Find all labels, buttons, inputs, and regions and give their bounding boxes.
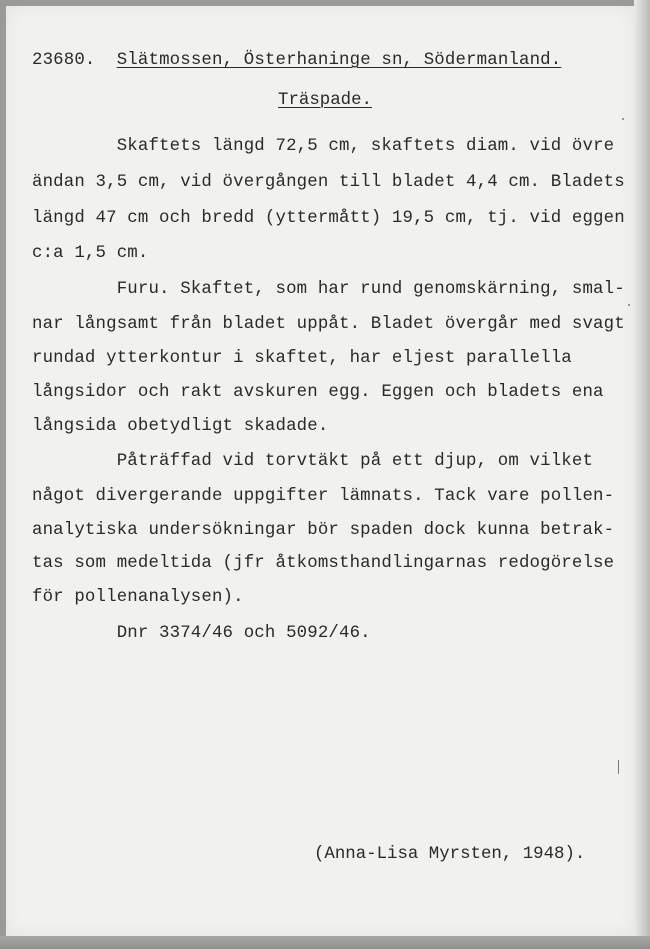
card-edge-bottom: [0, 936, 650, 949]
text-line: Påträffad vid torvtäkt på ett djup, om vilket: [32, 452, 594, 471]
text-line: Skaftets längd 72,5 cm, skaftets diam. vid övre: [32, 137, 615, 156]
paper-speck: [622, 118, 624, 120]
paper-crease: [618, 760, 619, 774]
paper-speck: [628, 304, 630, 306]
text-line: för pollenanalysen).: [32, 588, 244, 607]
text-line: långsidor och rakt avskuren egg. Eggen och bladets ena: [32, 383, 604, 402]
text-line: längd 47 cm och bredd (yttermått) 19,5 cm, tj. vid eggen: [32, 209, 625, 228]
text-line: något divergerande uppgifter lämnats. Tack vare pollen-: [32, 487, 615, 506]
text-line: Furu. Skaftet, som har rund genomskärning, smal-: [32, 280, 625, 299]
text-line: nar långsamt från bladet uppåt. Bladet övergår med svagt: [32, 315, 625, 334]
text-line: långsida obetydligt skadade.: [32, 417, 329, 436]
text-line: ändan 3,5 cm, vid övergången till bladet 4,4 cm. Bladets: [32, 173, 625, 192]
find-location: Slätmossen, Österhaninge sn, Södermanland.: [116, 51, 562, 70]
catalog-number: 23680.: [32, 51, 96, 70]
card-header-line: [32, 50, 561, 72]
author-signature: (Anna-Lisa Myrsten, 1948).: [314, 845, 586, 864]
object-title: Träspade.: [278, 91, 372, 110]
text-line: rundad ytterkontur i skaftet, har eljest parallella: [32, 349, 572, 368]
text-line: c:a 1,5 cm.: [32, 244, 149, 263]
text-line: analytiska undersökningar bör spaden dock kunna betrak-: [32, 521, 615, 540]
card-edge-right: [634, 0, 650, 949]
text-line: tas som medeltida (jfr åtkomsthandlingarnas redogörelse: [32, 554, 615, 573]
registry-numbers: Dnr 3374/46 och 5092/46.: [32, 624, 371, 643]
